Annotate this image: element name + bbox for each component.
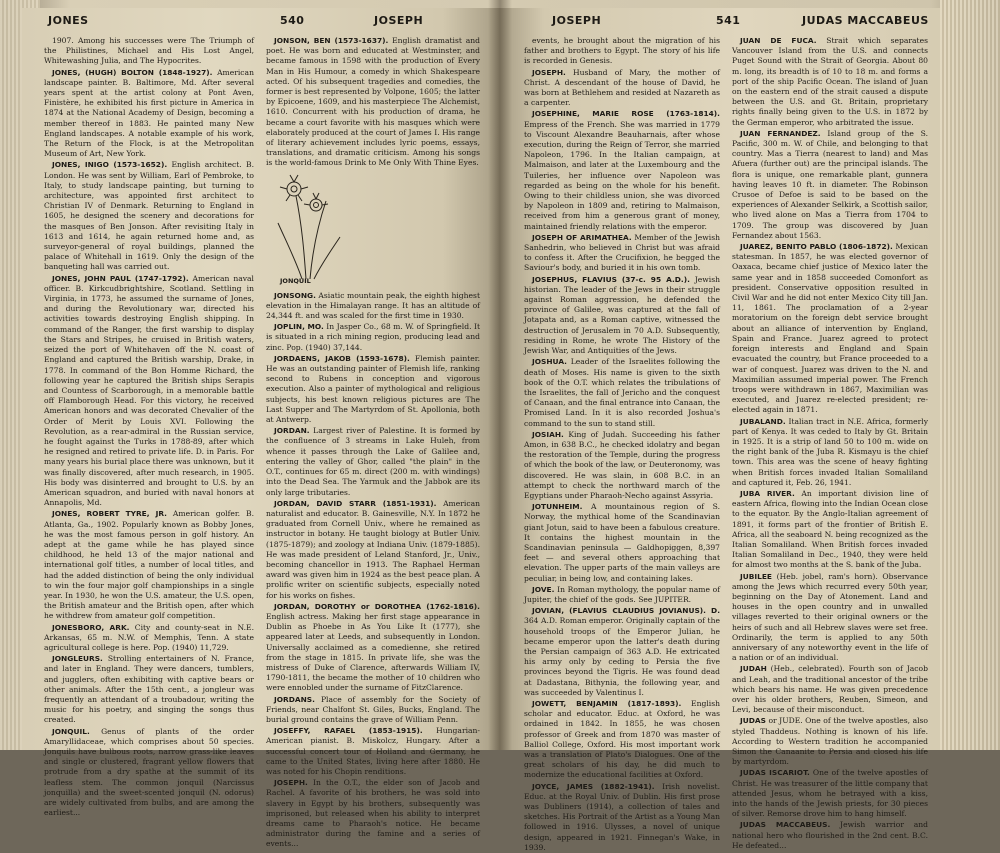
entry-body: Leader of the Israelites following the death of Moses. His name is given to the sixth book of the O.T. which relates the tribulations of the Israelites, the fall of Jericho and the conquest of Canaan, and the final entrance into Canaan, the Promised Land. In it is also recorded Joshua's command to the sun to stand still. xyxy=(524,357,720,428)
jonquil-flower-icon xyxy=(266,171,346,281)
entry-headword: JOPLIN, MO. xyxy=(274,322,324,332)
entry-body: English actress. Making her first stage appearance in Dublin as Phoebe in As You Like It (1777), she appeared later at Leeds, and subsequently in London. Universally acclaimed as a comedienne, she retired from the stage in 1815. In private life, she was the mistress of Duke of Clarence, afterwards William IV, 1790-1811, the became the mother of 10 children who were ennobled under the surname of FitzClarence. xyxy=(266,611,480,693)
left-header-guide-word-right: JOSEPH xyxy=(374,14,424,27)
entry-body: In Jasper Co., 68 m. W. of Springfield. It is situated in a rich mining region, producing lead and zinc. Pop. (1940) 37,144. xyxy=(266,322,480,352)
entry-body: Member of the Jewish Sanhedrin, who believed in Christ but was afraid to confess it. After the Crucifixion, he begged the Saviour's body, and buried it in his own tomb. xyxy=(524,232,720,273)
dictionary-entry xyxy=(524,782,720,853)
dictionary-entry xyxy=(524,699,720,781)
dictionary-entry xyxy=(266,322,480,353)
dictionary-entry xyxy=(524,233,720,274)
entry-body: Asiatic mountain peak, the eighth highest elevation in the Himalayan range. It has an altitude of 24,344 ft. and was scaled for the first time in 1930. xyxy=(266,290,480,321)
dictionary-entry xyxy=(524,606,720,698)
entry-headword: JUDAS ISCARIOT. xyxy=(740,768,810,778)
left-header-guide-word: JONES xyxy=(48,14,89,27)
entry-headword: JOWETT, BENJAMIN (1817-1893). xyxy=(532,699,682,708)
dictionary-entry xyxy=(44,509,254,621)
entry-body: A mountainous region of S. Norway, the mythical home of the Scandinavian giant Jotun, said to have been a fabulous creature. It contains the highest mountain in the Scandinavian peninsula — Galdhopiggen, 8,397 feet — and several others approaching that elevation. The upper parts of the main valleys are peculiar, in being low, and containing lakes. xyxy=(524,502,720,583)
entry-body: American landscape painter. B. Baltimore, Md. After several years spent at the artist colony at Pont Aven, Finistère, he exhibited his first picture in America in 1874 at the National Academy of Design, becoming a member thereof in 1883. He painted many New England landscapes. A notable example of his work, The Return of the Flock, is at the Metropolitan Museum of Art, New York. xyxy=(44,67,254,159)
dictionary-entry xyxy=(732,489,928,571)
entry-body: Husband of Mary, the mother of Christ. A descendant of the house of David, he was born at Bethlehem and resided at Nazareth as a carpenter. xyxy=(524,67,721,108)
left-column-1 xyxy=(44,36,255,818)
dictionary-entry xyxy=(732,768,928,819)
left-column-2 xyxy=(266,36,480,849)
entry-body: Jewish historian. The leader of the Jews in their struggle against Roman aggression, he defended the province of Galilee, was captured at the fall of Jotapata and, as a Roman captive, witnessed the destruction of Jerusalem in 70 A.D. Subsequently, residing in Rome, he wrote The History of the Jewish War, and Antiquities of the Jews. xyxy=(524,274,720,356)
entry-headword: JORDAN, DAVID STARR (1851-1931). xyxy=(274,498,437,508)
entry-body: events, he brought about the migration of his father and brothers to Egypt. The story of his life is recorded in Genesis. xyxy=(524,36,720,66)
dictionary-entry xyxy=(266,426,480,497)
dictionary-entry xyxy=(732,36,928,128)
book-gutter-shadow xyxy=(488,0,512,750)
entry-body: Flemish painter. He was an outstanding painter of Flemish life, ranking second to Rubens in conception and vigorous execution. Also a painter of mythological and religious subjects, his best known religious pictures are The Last Supper and The Martyrdom of St. Apollonia, both at Antwerp. xyxy=(266,353,480,425)
entry-body: 1907. Among his successes were The Triumph of the Philistines, Michael and His Lost Angel, Whitewashing Julia, and The Hypocrites. xyxy=(44,36,254,66)
entry-body: City and county-seat in N.E. Arkansas, 65 m. N.W. of Memphis, Tenn. A state agricultural college is here. Pop. (1940) 11,729. xyxy=(44,622,254,652)
entry-headword: JOSHUA. xyxy=(532,357,567,367)
entry-headword: JONES, JOHN PAUL (1747-1792). xyxy=(52,273,189,283)
entry-body: Place of assembly for the Society of Friends, near Chalfont St. Giles, Bucks, England. The burial ground contains the grave of William Penn. xyxy=(266,694,480,724)
entry-body: 364 A.D. Roman emperor. Originally captain of the household troops of the Emperor Julian, he became emperor upon the latter's death during the Persian campaign of 363 A.D. He extricated his army only by ceding to Persia the five provinces beyond the Tigris. He was found dead at Dadastana, Bithynia, the following year, and was succeeded by Valentinus I. xyxy=(524,616,720,697)
entry-body: Genus of plants of the order Amaryllidaceae, which comprises about 50 species. Jonquils have bulbous roots, narrow grass-like leaves and single or clustered, fragrant yellow flowers that protrude from a dry spathe at the summit of its leafless stem. The common jonquil (Narcissus jonquilla) and the sweet-scented jonquil (N. odorus) are widely cultivated from bulbs, and are among the earliest... xyxy=(44,726,254,818)
entry-body: Mexican statesman. In 1857, he was elected governor of Oaxaca, became chief justice of Mexico later the same year and in 1858 succeeded Comonfort as president. Conservative opposition resulted in Civil War and he did not enter Mexico City till Jan. 11, 1861. The proclamation of a 2-year moratorium on the foreign debt service brought about an alliance of intervention by England, Spain and France. Juarez agreed to protect foreign interests and England and Spain evacuated the country, but France proceeded to a war of conquest. Juarez was driven to the N. and Maximilian assumed imperial power. The French troops were withdrawn in 1867, Maximilian was executed, and Juarez re-elected president; re-elected again in 1871. xyxy=(732,242,928,415)
entry-headword: JOSIAH. xyxy=(532,429,564,439)
entry-body: Empress of the French. She was married in 1779 to Viscount Alexandre Beauharnais, after whose execution, during the Reign of Terror, she married Napoleon, 1796. In the Italian campaign, at Malmaison, and later at the Luxembourg and the Tuileries, her influence over Napoleon was regarded as being on the whole for his benefit. Owing to their childless union, she was divorced by Napoleon in 1809 and, retiring to Malmaison, received from him a generous grant of money, maintained friendly relations with the emperor. xyxy=(524,119,720,231)
dictionary-entry xyxy=(524,68,720,109)
right-column-2 xyxy=(732,36,929,850)
entry-headword: JONESBORO, ARK. xyxy=(52,622,130,632)
right-page-number: 541 xyxy=(716,14,741,27)
page-edges-right xyxy=(940,0,1000,750)
entry-headword: JOVIAN, (FLAVIUS CLAUDIUS JOVIANUS). D. xyxy=(532,606,720,616)
dictionary-entry xyxy=(732,664,928,715)
right-column-1 xyxy=(524,36,721,852)
dictionary-entry xyxy=(44,623,254,654)
entry-headword: JUBILEE xyxy=(740,571,772,581)
dictionary-entry xyxy=(44,160,254,272)
dictionary-entry xyxy=(44,274,254,509)
dictionary-entry xyxy=(44,727,254,819)
dictionary-entry xyxy=(266,602,480,694)
entry-headword: JOVE. xyxy=(532,584,555,594)
entry-headword: JOSEPH. xyxy=(532,67,566,77)
dictionary-entry xyxy=(524,502,720,584)
dictionary-entry xyxy=(524,430,720,501)
dictionary-entry xyxy=(266,36,480,169)
entry-headword: JONSON, BEN (1573-1637). xyxy=(274,36,389,45)
entry-body: An important division line of eastern Africa, flowing into the Indian Ocean close to the equator. By the Anglo-Italian agreement of 1891, it forms part of the frontier of British E. Africa, all the seaboard N. being recognized as the Italian Somaliland. When British forces invaded Italian Somaliland in Dec., 1940, they were held for almost two months at the S. bank of the Juba. xyxy=(732,488,929,570)
entry-headword: JUBA RIVER. xyxy=(740,488,795,498)
right-header-guide-word-right: JUDAS MACCABEUS xyxy=(802,14,929,27)
entry-body: or JUDE. One of the twelve apostles, also styled Thaddeus. Nothing is known of his life. According to Western tradition he accompanied Simon the Canaanite to Persia and closed his life by martyrdom. xyxy=(732,716,928,767)
dictionary-entry xyxy=(266,291,480,322)
entry-headword: JONQUIL. xyxy=(52,726,90,736)
entry-body: American golfer. B. Atlanta, Ga., 1902. Popularly known as Bobby Jones, he was the most famous person in golf history. An adept at the game while he has played since childhood, he held 13 of the major national and international golf titles, a number of local titles, and had the added distinction of being the only individual to win the four major golf championships in a single year. In 1930, he won the U.S. amateur, the U.S. open, the British amateur and the British open, after which he withdrew from amateur golf competition. xyxy=(44,509,255,621)
entry-body: (Heb., celebrated). Fourth son of Jacob and Leah, and the traditional ancestor of the tribe which bears his name. He was given precedence over his older brothers, Reuben, Simeon, and Levi, because of their misconduct. xyxy=(732,664,928,715)
entry-headword: JORDAN. xyxy=(274,426,310,436)
entry-headword: JOYCE, JAMES (1882-1941). xyxy=(532,781,655,791)
dictionary-entry xyxy=(524,36,720,67)
dictionary-entry xyxy=(524,585,720,605)
entry-body: In the O.T., the elder son of Jacob and Rachel. A favorite of his brothers, he was sold into slavery in Egypt by his brothers, subsequently was imprisoned, but released when his ability to interpret dreams came to Pharaoh's notice. He became administrator during the famine and a series of events... xyxy=(266,778,480,849)
entry-body: King of Judah. Succeeding his father Amon, in 638 B.C., he checked idolatry and began the restoration of the Temple, during the progress of which the book of the law, or Deuteronomy, was discovered. He was slain, in 608 B.C. in an attempt to check the northward march of the Egyptians under Pharaoh-Necho against Assyria. xyxy=(524,429,720,500)
entry-headword: JOSEPHUS, FLAVIUS (37-c. 95 A.D.). xyxy=(532,274,690,284)
dictionary-entry xyxy=(524,109,720,231)
entry-headword: JUAN DE FUCA. xyxy=(740,36,817,45)
dictionary-entry xyxy=(44,36,254,67)
entry-body: American naval officer. B. Kirkcudbrightshire, Scotland. Settling in Virginia, in 1773, he assumed the surname of Jones, and during the Revolutionary war, directed his activities towards destroying English shipping. In command of the Ranger, the first warship to display the Stars and Stripes, he cruised in British waters, seized the port of Whitehaven off the N. coast of England and captured the British warship, Drake, in 1778. In command of the Bon Homme Richard, the following year he captured the British ships Serapis and Countess of Scarborough, in a memorable battle off Flamborough Head. For this victory, he received American honors and was decorated Chevalier of the Order of Merit by Louis XVI. Following the Revolution, as a rear-admiral in the Russian service, he fought against the Turks in 1788-89, after which he resigned and retired to private life. D. in Paris. For many years his burial place there was unknown, but it was finally discovered, after much research, in 1905. His body was disinterred and brought to U.S. by an American squadron, and buried with naval honors at Annapolis, Md. xyxy=(44,273,254,508)
entry-headword: JOSEPH OF ARIMATHEA. xyxy=(532,232,632,242)
entry-headword: JONSONG. xyxy=(274,290,316,300)
entry-body: Largest river of Palestine. It is formed by the confluence of 3 streams in Lake Huleh, from whence it passes through the Lake of Galilee and, entering the valley of Ghor, called "the plain" in the O.T., continues for 65 m. direct (200 m. with windings) into the Dead Sea. The Yarmuk and the Jabbok are its only large tributaries. xyxy=(266,426,480,497)
jonquil-illustration xyxy=(266,171,480,289)
entry-headword: JORDAN, DOROTHY or DOROTHEA (1762-1816). xyxy=(274,601,480,611)
right-page xyxy=(500,8,940,852)
entry-headword: JONGLEURS. xyxy=(52,654,103,664)
dictionary-entry xyxy=(732,572,928,664)
entry-headword: JOSEFFY, RAFAEL (1853-1915). xyxy=(274,726,423,736)
entry-headword: JOSEPHINE, MARIE ROSE (1763-1814). xyxy=(532,109,720,119)
dictionary-entry xyxy=(266,695,480,726)
dictionary-entry xyxy=(732,820,928,851)
dictionary-entry xyxy=(44,654,254,725)
dictionary-entry xyxy=(44,68,254,160)
entry-headword: JUDAS xyxy=(740,716,766,726)
dictionary-entry xyxy=(732,242,928,415)
figure-caption: JONQUIL xyxy=(280,277,311,286)
entry-body: English architect. B. London. He was sent by William, Earl of Pembroke, to Italy, to study landscape painting, but turning to architecture, was appointed first architect to Christian IV of Denmark. Returning to England in 1605, he designed the scenery and decorations for the masques of Ben Jonson. After revisiting Italy in 1613 and 1614, he again returned home and, as surveyor-general of royal buildings, planned the palace of Whitehall in 1619. Only the design of the banqueting hall was carried out. xyxy=(44,160,254,272)
entry-body: Irish novelist. Educ. at the Royal Univ. of Dublin. His first prose was Dubliners (1914), a collection of tales and sketches. His Portrait of the Artist as a Young Man followed in 1916. Ulysses, a novel of unique design, appeared in 1921. Finnegan's Wake, in 1939. xyxy=(524,781,720,852)
dictionary-entry xyxy=(524,275,720,357)
entry-headword: JONES, (HUGH) BOLTON (1848-1927). xyxy=(52,67,213,77)
entry-body: English scholar and educator. Educ. at Oxford, he was ordained in 1842. In 1855, he was chosen professor of Greek and from 1870 was master of Balliol College, Oxford. His most important work was a translation of Plato's Dialogues. One of the great scholars of his day, he did much to modernize the educational facilities at Oxford. xyxy=(524,699,720,780)
entry-body: English dramatist and poet. He was born and educated at Westminster, and became famous in 1598 with the production of Every Man in His Humour, a comedy in which Shakespeare acted. Of his subsequent tragedies and comedies, the former is best represented by Volpone, 1605; the latter by Epicoene, 1609, and his masterpiece The Alchemist, 1610. Concurrent with his production of drama, he became a court favorite with his masques which were elaborately produced at the court of James I. His range of literary achievement includes lyric poems, essays, translations, and dramatic criticism. Among his songs is the world-famous Drink to Me Only With Thine Eyes. xyxy=(266,36,480,168)
dictionary-entry xyxy=(266,499,480,601)
dictionary-entry xyxy=(266,778,480,849)
entry-body: Hungarian-American pianist. B. Miskolcz, Hungary. After a successful concert tour of Holland and Germany, he came to the United States, living here after 1880. He was noted for his Chopin renditions. xyxy=(266,726,480,776)
entry-headword: JUBALAND. xyxy=(740,416,786,426)
entry-headword: JUAN FERNANDEZ. xyxy=(740,128,821,138)
entry-headword: JUDAH xyxy=(740,664,767,674)
entry-headword: JOSEPH. xyxy=(274,778,308,788)
right-header-guide-word: JOSEPH xyxy=(552,14,602,27)
left-page-number: 540 xyxy=(280,14,305,27)
entry-headword: JONES, ROBERT TYRE, JR. xyxy=(52,509,167,519)
entry-body: (Heb. jobel, ram's horn). Observance among the Jews which recurred every 50th year, beginning on the Day of Atonement. Land and houses in the open country and in unwalled villages reverted to their original owners or the heirs of such and all Hebrew slaves were set free. Ordinarily, the term is applied to any 50th anniversary of any noteworthy event in the life of a nation or of an individual. xyxy=(732,571,928,663)
entry-headword: JUDAS MACCABEUS. xyxy=(740,820,831,830)
entry-body: Island group of the S. Pacific, 300 m. W. of Chile, and belonging to that country. Mas a Tierra (nearest to land) and Mas Afuera (further out) are the principal islands. The flora is unique, one remarkable plant, gunnera having leaves 10 ft. in diameter. The Robinson Crusoe of Defoe is said to be based on the experiences of Alexander Selkirk, a Scottish sailor, who lived alone on Mas a Tierra from 1704 to 1709. The group was discovered by Juan Fernandez about 1563. xyxy=(732,128,928,240)
dictionary-entry xyxy=(732,716,928,767)
entry-headword: JOTUNHEIM. xyxy=(532,502,583,512)
entry-body: Strait which separates Vancouver Island from the U.S. and connects Puget Sound with the Strait of Georgia. About 80 m. long, its breadth is of 10 to 18 m. and forms a port of the ship Pacific Ocean. The island of Juan on the eastern end of the strait caused a dispute between the U.S. and Gt. Britain, proprietary rights finally being given to the U.S. in 1872 by the German emperor, who arbitrated the issue. xyxy=(732,36,929,127)
entry-body: American naturalist and educator. B. Gainesville, N.Y. In 1872 he graduated from Cornell Univ., where he remained as instructor in botany. He taught biology at Butler Univ. (1875-1879); and zoology at Indiana Univ. (1879-1885). He was made president of Leland Stanford, Jr., Univ., becoming chancellor in 1913. The Raphael Herman award was given him in 1924 as the best peace plan. A prolific writer on scientific subjects, especially noted for his works on fishes. xyxy=(266,498,480,600)
entry-body: Jewish warrior and national hero who flourished in the 2nd cent. B.C. He defeated... xyxy=(732,820,928,850)
entry-body: In Roman mythology, the popular name of Jupiter, the chief of the gods. See JUPITER. xyxy=(524,584,721,604)
dictionary-entry xyxy=(732,129,928,241)
dictionary-entry xyxy=(732,417,928,488)
left-page xyxy=(22,8,500,849)
entry-body: Italian tract in N.E. Africa, formerly part of Kenya. It was ceded to Italy by Gt. Britain in 1925. It is a strip of land 50 to 100 m. wide on the right bank of the Juba R. Kismayu is the chief town. This area was the scene of heavy fighting when British forces invaded Italian Somaliland and captured it, Feb. 26, 1941. xyxy=(732,416,928,487)
entry-headword: JONES, INIGO (1573-1652). xyxy=(52,160,168,170)
dictionary-entry xyxy=(266,726,480,777)
entry-headword: JORDAENS, JAKOB (1593-1678). xyxy=(274,353,410,363)
entry-body: One of the twelve apostles of Christ. He was treasurer of the little company that attended Jesus, whom he betrayed with a kiss, into the hands of the Jewish priests, for 30 pieces of silver. Remorse drove him to hang himself. xyxy=(732,768,928,819)
entry-body: Strolling entertainers of N. France, and later in England. They were dancers, tumblers, and jugglers, often exhibiting with captive bears or other animals. After the 15th cent., a jongleur was frequently an attendant of a troubadour, writing the music for his poetry, and singing the songs thus created. xyxy=(44,654,255,725)
dictionary-entry xyxy=(266,354,480,425)
entry-headword: JORDANS. xyxy=(274,694,315,704)
dictionary-entry xyxy=(524,357,720,428)
entry-headword: JUAREZ, BENITO PABLO (1806-1872). xyxy=(740,242,893,252)
